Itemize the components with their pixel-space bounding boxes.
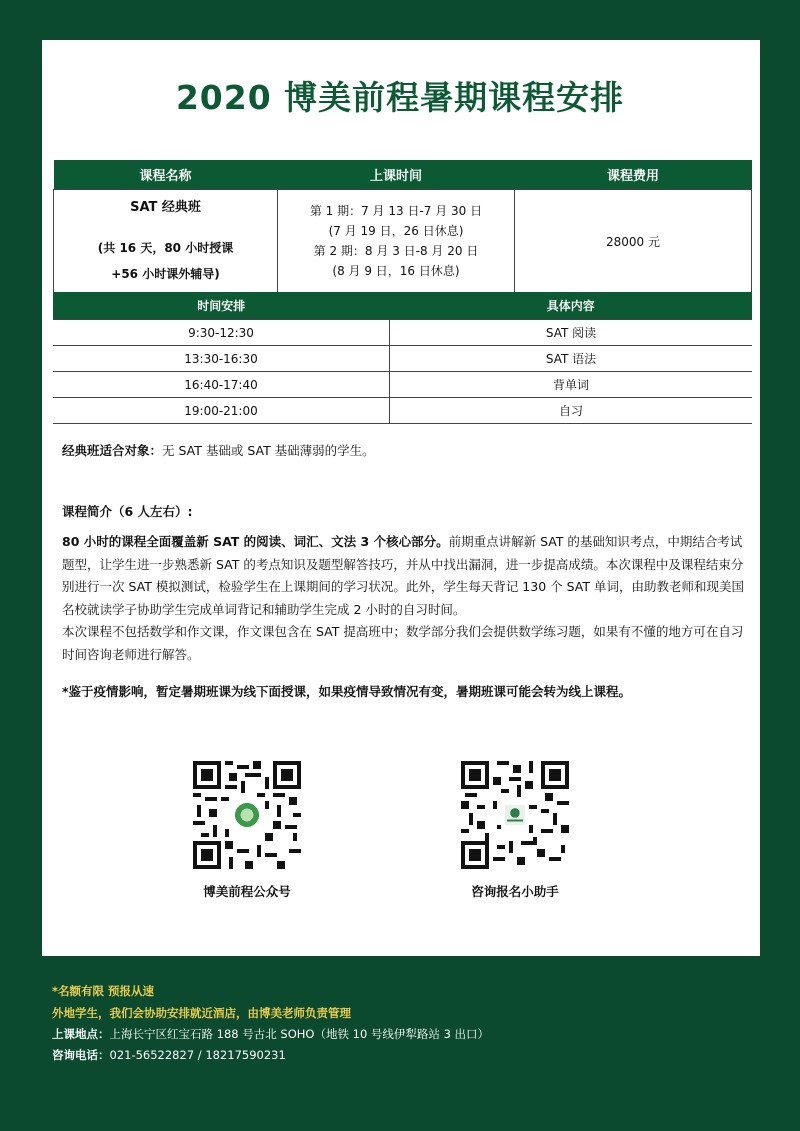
intro-heading: 课程简介（6 人左右）:: [62, 504, 193, 519]
session-line: (8 月 9 日，16 日休息): [332, 264, 460, 278]
phone-label: 咨询电话：: [52, 1048, 110, 1062]
qr-code-icon: [461, 761, 569, 869]
header-time: 时间安排: [53, 292, 390, 320]
footer-limited-seats: *名额有限 预报从速: [52, 984, 155, 998]
address-value: 上海长宁区红宝石路 188 号古北 SOHO（地铁 10 号线伊犁路站 3 出口）: [109, 1027, 490, 1041]
header-class-time: 上课时间: [278, 160, 515, 190]
course-table: [53, 160, 752, 293]
schedule-table: [53, 292, 752, 424]
course-hours: (共 16 天，80 小时授课: [97, 240, 234, 255]
audience-text: 无 SAT 基础或 SAT 基础薄弱的学生。: [162, 443, 375, 458]
session-line: 第 2 期：8 月 3 日-8 月 20 日: [313, 244, 479, 258]
schedule-time: 19:00-21:00: [53, 398, 390, 424]
schedule-content: 自习: [390, 398, 753, 424]
audience-label: 经典班适合对象：: [62, 443, 163, 458]
schedule-content: SAT 阅读: [390, 320, 753, 346]
schedule-content: 背单词: [390, 372, 753, 398]
session-line: 第 1 期：7 月 13 日-7 月 30 日: [309, 204, 483, 218]
intro-para2: 本次课程不包括数学和作文课，作文课包含在 SAT 提高班中；数学部分我们会提供数学练习题，如果有不懂的地方可在自习时间咨询老师进行解答。: [62, 624, 744, 662]
qr-code-icon: [193, 761, 301, 869]
qr-label-assistant: 咨询报名小助手: [471, 884, 559, 899]
table-row: [53, 320, 752, 346]
table-row: [53, 398, 752, 424]
course-name-cell: [54, 190, 278, 293]
header-content: 具体内容: [390, 292, 753, 320]
intro-lead: 80 小时的课程全面覆盖新 SAT 的阅读、词汇、文法 3 个核心部分。: [62, 534, 449, 549]
pandemic-notice: *鉴于疫情影响，暂定暑期班课为线下面授课，如果疫情导致情况有变，暑期班课可能会转为线上课程。: [62, 684, 632, 699]
schedule-time: 16:40-17:40: [53, 372, 390, 398]
audience-line: [62, 441, 375, 459]
footer-address: [52, 1026, 489, 1042]
table-row: [53, 346, 752, 372]
phone-value: 021-56522827 / 18217590231: [109, 1048, 286, 1062]
header-fee: 课程费用: [515, 160, 752, 190]
header-course-name: 课程名称: [54, 160, 278, 190]
fee-cell: 28000 元: [515, 190, 752, 293]
schedule-time: 9:30-12:30: [53, 320, 390, 346]
table-row: [53, 372, 752, 398]
footer-hotel-note: 外地学生，我们会协助安排就近酒店，由博美老师负责管理: [52, 1006, 351, 1020]
address-label: 上课地点：: [52, 1027, 110, 1041]
page-title: 2020 博美前程暑期课程安排: [175, 78, 625, 117]
intro-body: [62, 531, 748, 666]
session-cell: [278, 190, 515, 293]
course-name: SAT 经典班: [130, 199, 201, 215]
course-tutoring: +56 小时课外辅导): [111, 266, 220, 281]
schedule-time: 13:30-16:30: [53, 346, 390, 372]
intro-para1: 前期重点讲解新 SAT 的基础知识考点，中期结合考试题型，让学生进一步熟悉新 SAT 的考点知识及题型解答技巧，并从中找出漏洞，进一步提高成绩。本次课程中及课程结束分别进行一次 SAT 模拟测试，检验学生在上课期间的学习状况。此外，学生每天背记 130 个 SAT 单词，由助教老师和现美国名校就读学子协助学生完成单词背记和辅助学生完成 2 小时的自习时间。: [62, 534, 744, 617]
session-line: (7 月 19 日，26 日休息): [328, 224, 464, 238]
schedule-content: SAT 语法: [390, 346, 753, 372]
qr-label-official-account: 博美前程公众号: [203, 884, 291, 899]
footer-phone: [52, 1047, 286, 1063]
